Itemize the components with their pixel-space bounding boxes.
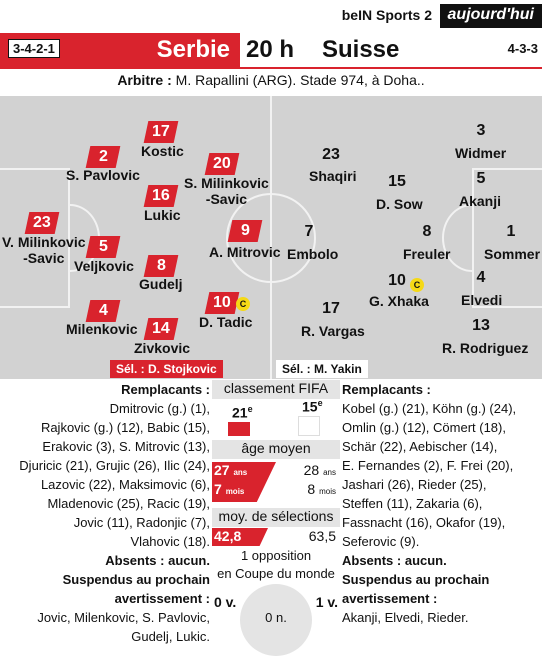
home-formation: 3-4-2-1: [8, 39, 60, 58]
away-player-number: 10: [388, 272, 406, 289]
referee-label: Arbitre :: [117, 72, 172, 88]
away-subs-line: Kobel (g.) (21), Köhn (g.) (24),: [342, 401, 517, 416]
home-player-name: Veljkovic: [74, 258, 134, 274]
home-subs-title: Remplacants :: [121, 382, 210, 397]
day-badge: aujourd'hui: [440, 4, 542, 28]
home-subs-line: Vlahovic (18).: [130, 534, 210, 549]
away-details: [342, 380, 542, 627]
home-suspended-title: Suspendus au prochain: [62, 572, 210, 587]
kickoff-time: 20 h: [246, 36, 295, 63]
away-player-number: 7: [304, 223, 314, 240]
away-player-name: R. Vargas: [301, 323, 365, 339]
fifa-ranking-title: classement FIFA: [212, 380, 340, 399]
home-player-number: 5: [86, 236, 121, 258]
home-player-name: S. Milinkovic -Savic: [184, 175, 269, 207]
home-coach: Sél. : D. Stojkovic: [110, 360, 223, 378]
away-suspended-title: Suspendus au prochain: [342, 572, 490, 587]
fifa-away-bar: [298, 416, 320, 436]
home-player-name: V. Milinkovic -Savic: [2, 234, 86, 266]
away-player-name: Freuler: [403, 246, 451, 262]
away-player-number: 15: [388, 173, 406, 190]
away-subs-line: Schär (22), Aebischer (14),: [342, 439, 498, 454]
home-subs-line: Jovic (11), Radonjic (7),: [73, 515, 210, 530]
away-subs-line: E. Fernandes (2), F. Frei (20),: [342, 458, 514, 473]
away-subs-title: Remplacants :: [342, 382, 431, 397]
away-player-name: Akanji: [459, 193, 502, 209]
away-player-name: Elvedi: [461, 292, 503, 308]
home-player-name: Lukic: [144, 207, 181, 223]
home-player-name: Zivkovic: [134, 340, 191, 356]
away-formation: 4-3-3: [507, 41, 538, 56]
away-player-name: Shaqiri: [309, 168, 357, 184]
away-player-number: 4: [476, 269, 486, 286]
away-player-number: 1: [506, 223, 516, 240]
away-warned-line: Akanji, Elvedi, Rieder.: [342, 610, 469, 625]
pitch: [0, 96, 542, 379]
away-warning-title: avertissement :: [342, 591, 438, 606]
home-subs-line: Djuricic (21), Grujic (26), Ilic (24),: [19, 458, 210, 473]
away-player-number: 17: [322, 300, 340, 317]
home-player-name: Gudelj: [139, 276, 183, 292]
home-player-number: 9: [228, 220, 263, 242]
avg-caps-away: 63,5: [308, 528, 336, 544]
fifa-home-bar: [228, 422, 250, 436]
away-player-name: Embolo: [287, 246, 339, 262]
avg-age-home-months: 7 mois: [214, 481, 245, 497]
away-player-name: Widmer: [455, 145, 507, 161]
away-player-number: 13: [472, 317, 490, 334]
referee-line: [0, 72, 542, 88]
avg-age-title: âge moyen: [212, 440, 340, 459]
away-subs-line: Jashari (26), Rieder (25),: [342, 477, 487, 492]
home-player-number: 23: [25, 212, 60, 234]
away-player-number: 8: [422, 223, 432, 240]
avg-age-away-months: 8 mois: [307, 481, 336, 497]
away-player-number: 23: [322, 146, 340, 163]
away-subs-line: Steffen (11), Zakaria (6),: [342, 496, 483, 511]
home-subs-line: Rajkovic (g.) (12), Babic (15),: [40, 420, 210, 435]
avg-caps-title: moy. de sélections: [212, 508, 340, 527]
home-player-number: 10: [205, 292, 240, 314]
avg-caps-home: 42,8: [214, 528, 242, 544]
away-player-name: D. Sow: [376, 196, 423, 212]
opposition-context: en Coupe du monde: [217, 566, 335, 581]
avg-age-away-years: 28 ans: [303, 462, 336, 478]
away-subs-line: Seferovic (9).: [342, 534, 420, 549]
away-player-name: G. Xhaka: [369, 293, 429, 309]
home-warning-title: avertissement :: [114, 591, 210, 606]
home-warned-line: Gudelj, Lukic.: [131, 629, 210, 644]
away-player-name: Sommer: [484, 246, 541, 262]
away-player-number: 5: [476, 170, 486, 187]
home-player-number: 2: [86, 146, 121, 168]
h2h-away-wins: 1 v.: [315, 594, 338, 610]
away-team-name: Suisse: [322, 36, 400, 63]
header-divider: [0, 67, 542, 69]
match-header: [0, 33, 542, 67]
home-subs-line: Erakovic (3), S. Mitrovic (13),: [42, 439, 210, 454]
away-subs-line: Fassnacht (16), Okafor (19),: [342, 515, 506, 530]
avg-age-home-years: 27 ans: [214, 462, 248, 478]
home-player-number: 16: [144, 185, 179, 207]
home-absents: Absents : aucun.: [105, 553, 210, 568]
home-subs-line: Dmitrovic (g.) (1),: [109, 401, 210, 416]
home-player-name: A. Mitrovic: [209, 244, 281, 260]
captain-badge: C: [410, 278, 424, 292]
home-subs-line: Mladenovic (25), Racic (19),: [47, 496, 210, 511]
home-player-number: 8: [144, 255, 179, 277]
home-warned-line: Jovic, Milenkovic, S. Pavlovic,: [37, 610, 210, 625]
captain-badge: C: [236, 297, 250, 311]
broadcast-channel: beIN Sports 2: [341, 7, 432, 23]
opposition-count: 1 opposition: [240, 548, 312, 563]
fifa-home-rank: 21e: [232, 404, 253, 421]
away-player-name: R. Rodriguez: [442, 340, 529, 356]
home-player-name: Milenkovic: [66, 321, 138, 337]
fifa-away-rank: 15e: [302, 398, 323, 415]
referee-text: M. Rapallini (ARG). Stade 974, à Doha..: [175, 72, 425, 88]
away-coach: Sél. : M. Yakin: [276, 360, 368, 378]
home-details: [0, 380, 210, 646]
home-player-name: S. Pavlovic: [66, 167, 140, 183]
h2h-home-wins: 0 v.: [214, 594, 237, 610]
home-player-number: 4: [86, 300, 121, 322]
home-player-number: 20: [205, 153, 240, 175]
away-player-number: 3: [476, 122, 486, 139]
h2h-draws: 0 n.: [265, 610, 287, 625]
away-subs-line: Omlin (g.) (12), Cömert (18),: [342, 420, 506, 435]
home-player-number: 14: [144, 318, 179, 340]
stats-panel: [212, 380, 340, 657]
home-player-name: D. Tadic: [199, 314, 253, 330]
home-team-name: Serbie: [156, 36, 230, 63]
home-player-number: 17: [144, 121, 179, 143]
home-subs-line: Lazovic (22), Maksimovic (6),: [40, 477, 210, 492]
away-absents: Absents : aucun.: [342, 553, 447, 568]
home-player-name: Kostic: [141, 143, 184, 159]
